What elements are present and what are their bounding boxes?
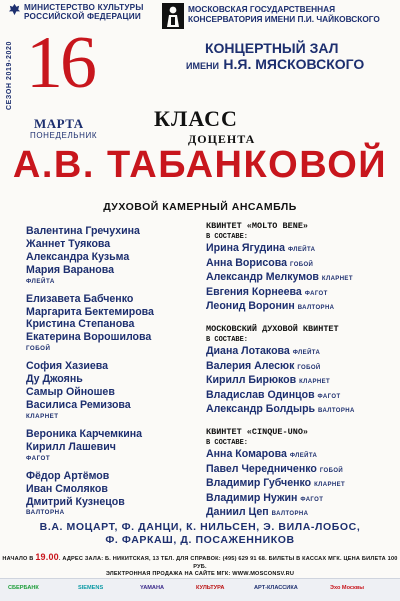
- concert-info: [0, 554, 400, 579]
- student-name: Валентина Гречухина: [26, 225, 140, 237]
- hall-title: КОНЦЕРТНЫЙ ЗАЛ: [205, 40, 339, 56]
- instrument-label: ГОБОЙ: [26, 345, 51, 353]
- start-time: 19.00: [35, 552, 59, 562]
- member-instrument: ГОБОЙ: [289, 261, 314, 268]
- member-instrument: ВАЛТОРНА: [318, 408, 355, 415]
- quintet-title: КВИНТЕТ «CINQUE-UNO»: [206, 426, 309, 437]
- quintet-block: [206, 427, 396, 521]
- member-name: Владислав Одинцов: [206, 388, 315, 401]
- address-and-tickets: . АДРЕС ЗАЛА: Б. НИКИТСКАЯ, 13 ТЕЛ. ДЛЯ СПРАВОК: (495) 629 91 68. БИЛЕТЫ В КАССАХ МГК. ЦЕНА БИЛЕТА 100 РУБ.: [58, 556, 398, 570]
- member-row: [206, 300, 396, 315]
- quintet-spacer: [206, 418, 396, 427]
- member-instrument: ФЛЕЙТА: [287, 247, 316, 253]
- member-row: [206, 403, 396, 418]
- student-name: Жаннет Туякова: [26, 237, 111, 250]
- member-instrument: КЛАРНЕТ: [299, 379, 331, 386]
- season-text: СЕЗОН 2019-2020: [6, 41, 13, 110]
- composers-list: [0, 521, 400, 547]
- student-group: [26, 360, 196, 421]
- quintet-subtitle: В СОСТАВЕ:: [206, 438, 249, 447]
- group-spacer: [26, 286, 196, 293]
- eagle-emblem-icon: [8, 3, 21, 16]
- member-name: Александр Мелкумов: [206, 271, 319, 284]
- student-name: Василиса Ремизова: [26, 398, 131, 411]
- member-name: Александр Болдырь: [206, 403, 316, 416]
- concert-weekday: ПОНЕДЕЛЬНИК: [30, 131, 98, 140]
- member-instrument: ФЛЕЙТА: [289, 452, 318, 459]
- class-heading: КЛАСС: [154, 106, 238, 131]
- conservatory-name: [188, 5, 380, 24]
- hall-name-prefix: ИМЕНИ: [186, 61, 219, 71]
- concert-day: 16: [26, 22, 94, 104]
- member-row: [206, 286, 396, 301]
- ensemble-title: ДУХОВОЙ КАМЕРНЫЙ АНСАМБЛЬ: [103, 201, 297, 213]
- sponsor-logo: SIEMENS: [78, 585, 104, 591]
- member-name: Владимир Губченко: [206, 477, 312, 490]
- student-name: Маргарита Бектемирова: [26, 305, 154, 318]
- member-instrument: КЛАРНЕТ: [321, 276, 353, 283]
- group-spacer: [26, 353, 196, 360]
- member-row: [206, 271, 396, 286]
- member-name: Владимир Нужин: [206, 491, 298, 504]
- start-prefix: НАЧАЛО В: [2, 556, 34, 562]
- ministry-line-2: РОССИЙСКОЙ ФЕДЕРАЦИИ: [24, 12, 141, 21]
- quintet-title: МОСКОВСКИЙ ДУХОВОЙ КВИНТЕТ: [206, 323, 339, 334]
- student-name: Кирилл Лашевич: [26, 440, 116, 453]
- concert-month: МАРТА: [34, 116, 84, 131]
- member-instrument: ГОБОЙ: [319, 467, 344, 474]
- student-name: Ду Джоянь: [26, 373, 83, 386]
- student-name: Мария Варанова: [26, 263, 114, 276]
- member-name: Валерия Алесюк: [206, 359, 295, 372]
- member-row: [206, 463, 396, 478]
- member-row: [206, 506, 396, 521]
- student-name: София Хазиева: [26, 360, 109, 373]
- member-name: Анна Комарова: [206, 447, 287, 460]
- member-instrument: ВАЛТОРНА: [271, 511, 309, 518]
- docent-heading: ДОЦЕНТА: [188, 132, 256, 146]
- student-name: Вероника Карчемкина: [26, 427, 143, 440]
- member-instrument: ФАГОТ: [304, 290, 328, 297]
- online-sales: ЭЛЕКТРОННАЯ ПРОДАЖА НА САЙТЕ МГК: WWW.MOSCONSV.RU: [105, 571, 295, 577]
- hall-name: [186, 56, 364, 74]
- student-group: [26, 225, 196, 286]
- quintet-subtitle: В СОСТАВЕ:: [206, 335, 249, 344]
- conservatory-logo-icon: [162, 3, 184, 29]
- sponsor-logo: Эхо Москвы: [330, 585, 365, 591]
- student-name: Елизавета Бабченко: [26, 292, 134, 305]
- sponsor-logo: АРТ-КЛАССИКА: [254, 585, 298, 591]
- member-name: Анна Ворисова: [206, 256, 288, 269]
- member-instrument: КЛАРНЕТ: [314, 482, 346, 489]
- student-name: Иван Смоляков: [26, 482, 108, 495]
- instrument-label: ФАГОТ: [26, 454, 51, 462]
- quintet-spacer: [206, 315, 396, 324]
- member-row: [206, 360, 396, 375]
- ministry-line-1: МИНИСТЕРСТВО КУЛЬТУРЫ: [24, 3, 144, 12]
- quintet-title: КВИНТЕТ «MOLTO BENE»: [206, 221, 309, 231]
- quintet-list: [206, 221, 396, 521]
- member-name: Даниил Цеп: [206, 506, 269, 519]
- member-row: [206, 389, 396, 404]
- student-name: Александра Кузьма: [26, 250, 130, 263]
- sponsor-logo: СБЕРБАНК: [8, 585, 39, 591]
- group-spacer: [26, 421, 196, 428]
- member-instrument: ГОБОЙ: [297, 364, 321, 371]
- student-name: Самыр Ойношев: [26, 386, 115, 399]
- member-row: [206, 448, 396, 463]
- member-row: [206, 242, 396, 257]
- member-row: [206, 492, 396, 507]
- member-row: [206, 257, 396, 272]
- student-name: Кристина Степанова: [26, 318, 135, 331]
- student-group: [26, 470, 196, 518]
- member-name: Павел Чередниченко: [206, 462, 317, 475]
- student-name: Дмитрий Кузнецов: [26, 495, 125, 508]
- member-name: Ирина Ягудина: [206, 242, 286, 254]
- quintet-block: [206, 221, 396, 315]
- member-row: [206, 374, 396, 389]
- member-name: Леонид Воронин: [206, 300, 295, 313]
- composers-line-1: В.А. МОЦАРТ, Ф. ДАНЦИ, К. НИЛЬСЕН, Э. ВИЛА-ЛОБОС,: [39, 521, 361, 533]
- conservatory-line-2: КОНСЕРВАТОРИЯ ИМЕНИ П.И. ЧАЙКОВСКОГО: [188, 13, 380, 24]
- member-instrument: ФАГОТ: [300, 496, 324, 503]
- sponsors-bar: [0, 578, 400, 601]
- instrument-label: ВАЛТОРНА: [26, 509, 65, 517]
- instrument-label: КЛАРНЕТ: [26, 412, 59, 420]
- group-spacer: [26, 463, 196, 470]
- student-name: Екатерина Ворошилова: [26, 331, 152, 344]
- teacher-name: А.В. ТАБАНКОВОЙ: [12, 144, 388, 186]
- quintet-block: [206, 324, 396, 418]
- ministry-name: [24, 3, 144, 21]
- member-name: Диана Лотакова: [206, 344, 290, 357]
- sponsor-logo: КУЛЬТУРА: [196, 585, 225, 591]
- quintet-subtitle: В СОСТАВЕ:: [206, 233, 249, 241]
- student-list: [26, 225, 196, 517]
- info-line-1: [0, 554, 400, 571]
- member-name: Евгения Корнеева: [206, 285, 302, 298]
- member-instrument: ВАЛТОРНА: [297, 305, 335, 312]
- member-instrument: ФАГОТ: [317, 393, 341, 400]
- sponsor-logo: YAMAHA: [140, 585, 165, 591]
- composers-line-2: Ф. ФАРКАШ, Д. ПОСАЖЕННИКОВ: [105, 534, 295, 546]
- member-row: [206, 345, 396, 360]
- member-row: [206, 477, 396, 492]
- student-group: [26, 428, 196, 463]
- student-group: [26, 293, 196, 354]
- conservatory-line-1: МОСКОВСКАЯ ГОСУДАРСТВЕННАЯ: [188, 4, 336, 14]
- member-instrument: ФЛЕЙТА: [292, 349, 321, 356]
- student-name: Фёдор Артёмов: [26, 469, 110, 482]
- instrument-label: ФЛЕЙТА: [26, 277, 55, 285]
- hall-name-text: Н.Я. МЯСКОВСКОГО: [223, 56, 365, 72]
- member-name: Кирилл Бирюков: [206, 374, 297, 387]
- season-label: [2, 34, 14, 114]
